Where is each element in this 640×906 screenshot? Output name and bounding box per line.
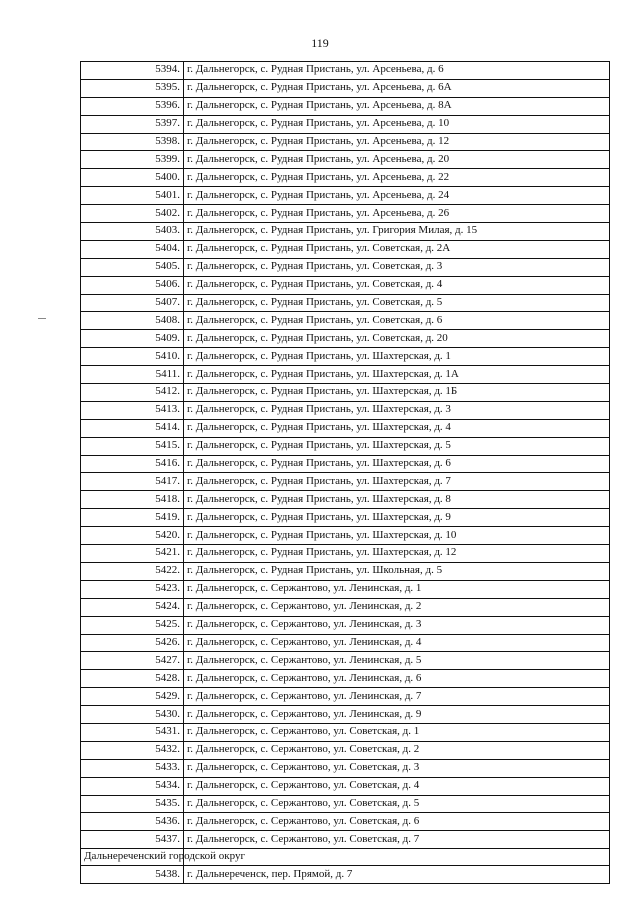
- row-number: 5429.: [81, 688, 184, 706]
- row-address: г. Дальнегорск, с. Сержантово, ул. Советская, д. 6: [184, 813, 610, 831]
- row-number: 5399.: [81, 151, 184, 169]
- page-number: 119: [311, 36, 329, 50]
- table-row: [81, 706, 610, 724]
- table-row: [81, 151, 610, 169]
- row-number: 5422.: [81, 562, 184, 580]
- row-address: г. Дальнегорск, с. Рудная Пристань, ул. Советская, д. 20: [184, 330, 610, 348]
- row-address: г. Дальнегорск, с. Сержантово, ул. Советская, д. 4: [184, 777, 610, 795]
- table-row: [81, 723, 610, 741]
- row-number: 5433.: [81, 759, 184, 777]
- table-row: [81, 437, 610, 455]
- row-number: 5414.: [81, 419, 184, 437]
- row-address: г. Дальнегорск, с. Рудная Пристань, ул. Шахтерская, д. 8: [184, 491, 610, 509]
- row-number: 5427.: [81, 652, 184, 670]
- section-rows: [81, 866, 610, 884]
- row-number: 5425.: [81, 616, 184, 634]
- table-row: [81, 616, 610, 634]
- row-number: 5430.: [81, 706, 184, 724]
- row-address: г. Дальнегорск, с. Сержантово, ул. Ленинская, д. 1: [184, 580, 610, 598]
- row-address: г. Дальнегорск, с. Рудная Пристань, ул. Григория Милая, д. 15: [184, 223, 610, 241]
- row-address: г. Дальнегорск, с. Рудная Пристань, ул. Шахтерская, д. 10: [184, 527, 610, 545]
- row-address: г. Дальнегорск, с. Рудная Пристань, ул. Арсеньева, д. 6А: [184, 79, 610, 97]
- row-number: 5432.: [81, 741, 184, 759]
- table-row: [81, 62, 610, 80]
- table-row: [81, 670, 610, 688]
- row-number: 5410.: [81, 348, 184, 366]
- row-number: 5413.: [81, 401, 184, 419]
- table-row: [81, 598, 610, 616]
- row-address: г. Дальнегорск, с. Сержантово, ул. Ленинская, д. 5: [184, 652, 610, 670]
- row-number: 5423.: [81, 580, 184, 598]
- table-row: [81, 312, 610, 330]
- table-row: [81, 473, 610, 491]
- row-number: 5415.: [81, 437, 184, 455]
- row-number: 5426.: [81, 634, 184, 652]
- table-row: [81, 759, 610, 777]
- row-address: г. Дальнегорск, с. Рудная Пристань, ул. Арсеньева, д. 22: [184, 169, 610, 187]
- table-row: [81, 133, 610, 151]
- row-address: г. Дальнегорск, с. Сержантово, ул. Советская, д. 3: [184, 759, 610, 777]
- row-number: 5398.: [81, 133, 184, 151]
- table-row: [81, 795, 610, 813]
- row-address: г. Дальнегорск, с. Сержантово, ул. Ленинская, д. 4: [184, 634, 610, 652]
- row-address: г. Дальнегорск, с. Сержантово, ул. Ленинская, д. 3: [184, 616, 610, 634]
- row-number: 5402.: [81, 205, 184, 223]
- table-row: [81, 348, 610, 366]
- row-address: г. Дальнегорск, с. Рудная Пристань, ул. Школьная, д. 5: [184, 562, 610, 580]
- row-address: г. Дальнегорск, с. Рудная Пристань, ул. Советская, д. 4: [184, 276, 610, 294]
- table-row: [81, 366, 610, 384]
- row-address: г. Дальнегорск, с. Рудная Пристань, ул. Советская, д. 2А: [184, 240, 610, 258]
- row-address: г. Дальнегорск, с. Сержантово, ул. Советская, д. 5: [184, 795, 610, 813]
- row-address: г. Дальнегорск, с. Рудная Пристань, ул. Советская, д. 3: [184, 258, 610, 276]
- row-address: г. Дальнегорск, с. Рудная Пристань, ул. Шахтерская, д. 9: [184, 509, 610, 527]
- row-address: г. Дальнегорск, с. Рудная Пристань, ул. Шахтерская, д. 3: [184, 401, 610, 419]
- row-address: г. Дальнегорск, с. Сержантово, ул. Советская, д. 2: [184, 741, 610, 759]
- table-row: [81, 741, 610, 759]
- table-row: [81, 79, 610, 97]
- row-address: г. Дальнегорск, с. Рудная Пристань, ул. Арсеньева, д. 6: [184, 62, 610, 80]
- row-address: г. Дальнегорск, с. Рудная Пристань, ул. Арсеньева, д. 20: [184, 151, 610, 169]
- row-number: 5412.: [81, 384, 184, 402]
- row-address: г. Дальнегорск, с. Рудная Пристань, ул. Арсеньева, д. 10: [184, 115, 610, 133]
- row-number: 5438.: [81, 866, 184, 884]
- table-row: [81, 187, 610, 205]
- table-row: [81, 831, 610, 849]
- row-address: г. Дальнегорск, с. Сержантово, ул. Советская, д. 7: [184, 831, 610, 849]
- table-row: [81, 240, 610, 258]
- row-address: г. Дальнегорск, с. Рудная Пристань, ул. Советская, д. 6: [184, 312, 610, 330]
- row-address: г. Дальнегорск, с. Сержантово, ул. Советская, д. 1: [184, 723, 610, 741]
- table-row: [81, 330, 610, 348]
- table-row: [81, 115, 610, 133]
- row-address: г. Дальнегорск, с. Сержантово, ул. Ленинская, д. 6: [184, 670, 610, 688]
- row-address: г. Дальнегорск, с. Рудная Пристань, ул. Шахтерская, д. 1А: [184, 366, 610, 384]
- row-number: 5428.: [81, 670, 184, 688]
- section-block: [81, 849, 610, 866]
- row-number: 5434.: [81, 777, 184, 795]
- row-address: г. Дальнегорск, с. Рудная Пристань, ул. Шахтерская, д. 12: [184, 545, 610, 563]
- row-address: г. Дальнегорск, с. Рудная Пристань, ул. Арсеньева, д. 26: [184, 205, 610, 223]
- row-number: 5397.: [81, 115, 184, 133]
- section-title: Дальнереченский городской округ: [81, 849, 184, 866]
- row-number: 5431.: [81, 723, 184, 741]
- section-empty-cell: [184, 849, 610, 866]
- table-row: [81, 223, 610, 241]
- address-table: [80, 61, 610, 884]
- row-number: 5395.: [81, 79, 184, 97]
- table-row: [81, 652, 610, 670]
- row-address: г. Дальнегорск, с. Сержантово, ул. Ленинская, д. 9: [184, 706, 610, 724]
- row-address: г. Дальнегорск, с. Рудная Пристань, ул. Арсеньева, д. 24: [184, 187, 610, 205]
- table-row: [81, 419, 610, 437]
- row-number: 5419.: [81, 509, 184, 527]
- table-row: [81, 401, 610, 419]
- row-number: 5424.: [81, 598, 184, 616]
- row-number: 5416.: [81, 455, 184, 473]
- row-number: 5407.: [81, 294, 184, 312]
- row-number: 5394.: [81, 62, 184, 80]
- table-row: [81, 455, 610, 473]
- table-row: [81, 276, 610, 294]
- table-row: [81, 384, 610, 402]
- row-number: 5421.: [81, 545, 184, 563]
- section-row: [81, 849, 610, 866]
- table-row: [81, 509, 610, 527]
- row-number: 5408.: [81, 312, 184, 330]
- row-address: г. Дальнегорск, с. Рудная Пристань, ул. Шахтерская, д. 6: [184, 455, 610, 473]
- row-number: 5404.: [81, 240, 184, 258]
- row-number: 5411.: [81, 366, 184, 384]
- table-row: [81, 97, 610, 115]
- table-row: [81, 205, 610, 223]
- row-number: 5420.: [81, 527, 184, 545]
- margin-mark: [38, 318, 46, 319]
- table-row: [81, 169, 610, 187]
- row-address: г. Дальнегорск, с. Рудная Пристань, ул. Шахтерская, д. 4: [184, 419, 610, 437]
- table-row: [81, 777, 610, 795]
- row-address: г. Дальнегорск, с. Рудная Пристань, ул. Арсеньева, д. 8А: [184, 97, 610, 115]
- row-number: 5401.: [81, 187, 184, 205]
- row-address: г. Дальнегорск, с. Рудная Пристань, ул. Арсеньева, д. 12: [184, 133, 610, 151]
- row-address: г. Дальнегорск, с. Рудная Пристань, ул. Шахтерская, д. 1: [184, 348, 610, 366]
- row-number: 5417.: [81, 473, 184, 491]
- table-row: [81, 634, 610, 652]
- table-row: [81, 545, 610, 563]
- row-number: 5406.: [81, 276, 184, 294]
- table-row: [81, 580, 610, 598]
- row-number: 5403.: [81, 223, 184, 241]
- table-row: [81, 688, 610, 706]
- row-address: г. Дальнегорск, с. Рудная Пристань, ул. Советская, д. 5: [184, 294, 610, 312]
- row-address: г. Дальнегорск, с. Сержантово, ул. Ленинская, д. 2: [184, 598, 610, 616]
- row-number: 5436.: [81, 813, 184, 831]
- row-number: 5409.: [81, 330, 184, 348]
- table-row: [81, 866, 610, 884]
- table-row: [81, 813, 610, 831]
- row-address: г. Дальнегорск, с. Сержантово, ул. Ленинская, д. 7: [184, 688, 610, 706]
- address-table-body: [81, 62, 610, 849]
- row-address: г. Дальнегорск, с. Рудная Пристань, ул. Шахтерская, д. 1Б: [184, 384, 610, 402]
- row-number: 5435.: [81, 795, 184, 813]
- row-address: г. Дальнегорск, с. Рудная Пристань, ул. Шахтерская, д. 5: [184, 437, 610, 455]
- row-number: 5405.: [81, 258, 184, 276]
- table-row: [81, 258, 610, 276]
- table-row: [81, 491, 610, 509]
- table-row: [81, 527, 610, 545]
- row-number: 5418.: [81, 491, 184, 509]
- row-address: г. Дальнереченск, пер. Прямой, д. 7: [184, 866, 610, 884]
- row-address: г. Дальнегорск, с. Рудная Пристань, ул. Шахтерская, д. 7: [184, 473, 610, 491]
- table-row: [81, 294, 610, 312]
- table-row: [81, 562, 610, 580]
- row-number: 5437.: [81, 831, 184, 849]
- row-number: 5396.: [81, 97, 184, 115]
- row-number: 5400.: [81, 169, 184, 187]
